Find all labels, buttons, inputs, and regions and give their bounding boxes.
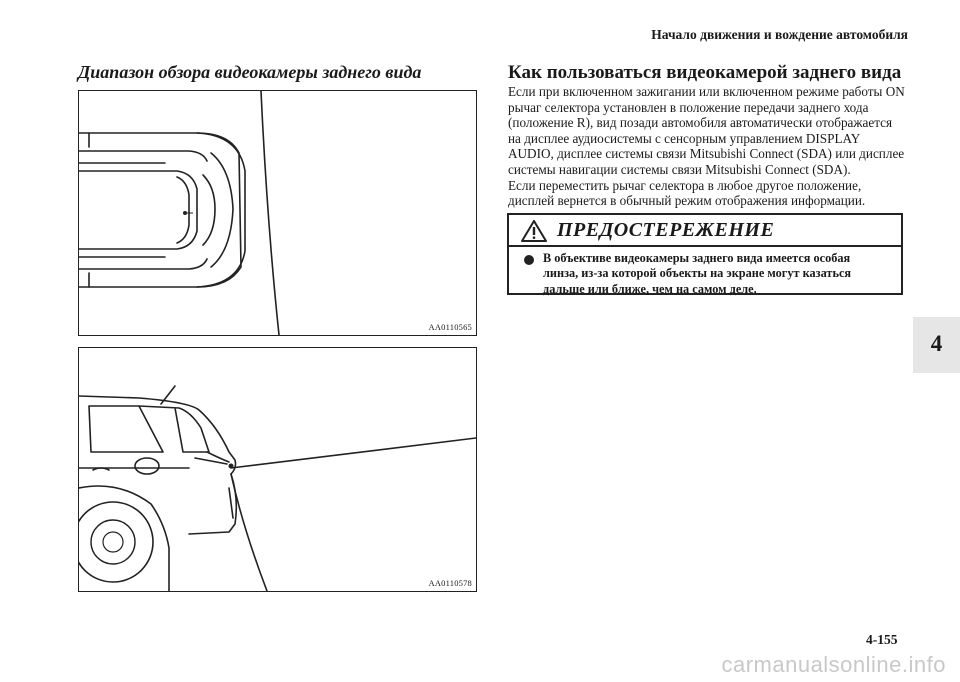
- figure-code: AA0110578: [428, 578, 472, 588]
- chapter-tab: [913, 317, 960, 373]
- caution-header: [509, 215, 901, 247]
- figure-code: AA0110565: [428, 322, 472, 332]
- caution-box: [507, 213, 903, 295]
- page-header-title: Начало движения и вождение автомобиля: [651, 27, 908, 42]
- side-view-figure: [78, 347, 477, 592]
- how-to-use-heading: Как пользоваться видеокамерой заднего вида: [508, 62, 902, 83]
- body-paragraph: Если при включенном зажигании или включенном режиме работы ON рычаг селектора установлен в положение передачи заднего хода (положение R), вид позади автомобиля автоматически отображается на дисплее аудиосистемы с сенсорным управлением DISPLAY AUDIO, дисплее системы связи Mitsubishi Connect (SDA) или дисплее системы навигации системы связи Mitsubishi Connect (SDA).: [508, 84, 905, 177]
- body-paragraph: Если переместить рычаг селектора в любое другое положение, дисплей вернется в обычный режим отображения информации.: [508, 177, 866, 209]
- car-top-view-illustration: [79, 91, 476, 335]
- watermark: carmanualsonline.info: [721, 652, 946, 677]
- body-text: [508, 84, 908, 209]
- warning-triangle-icon: [521, 220, 547, 242]
- bullet-icon: [524, 255, 534, 265]
- caution-item: [509, 247, 901, 297]
- camera-range-heading: Диапазон обзора видеокамеры заднего вида: [78, 62, 422, 82]
- page-number: 4-155: [866, 632, 898, 647]
- car-side-view-illustration: [79, 348, 476, 591]
- caution-text: В объективе видеокамеры заднего вида имеется особая линза, из-за которой объекты на экране могут казаться дальше или ближе, чем на самом деле.: [543, 251, 852, 296]
- top-view-figure: [78, 90, 477, 336]
- caution-title: ПРЕДОСТЕРЕЖЕНИЕ: [557, 219, 775, 241]
- chapter-number: 4: [930, 331, 943, 356]
